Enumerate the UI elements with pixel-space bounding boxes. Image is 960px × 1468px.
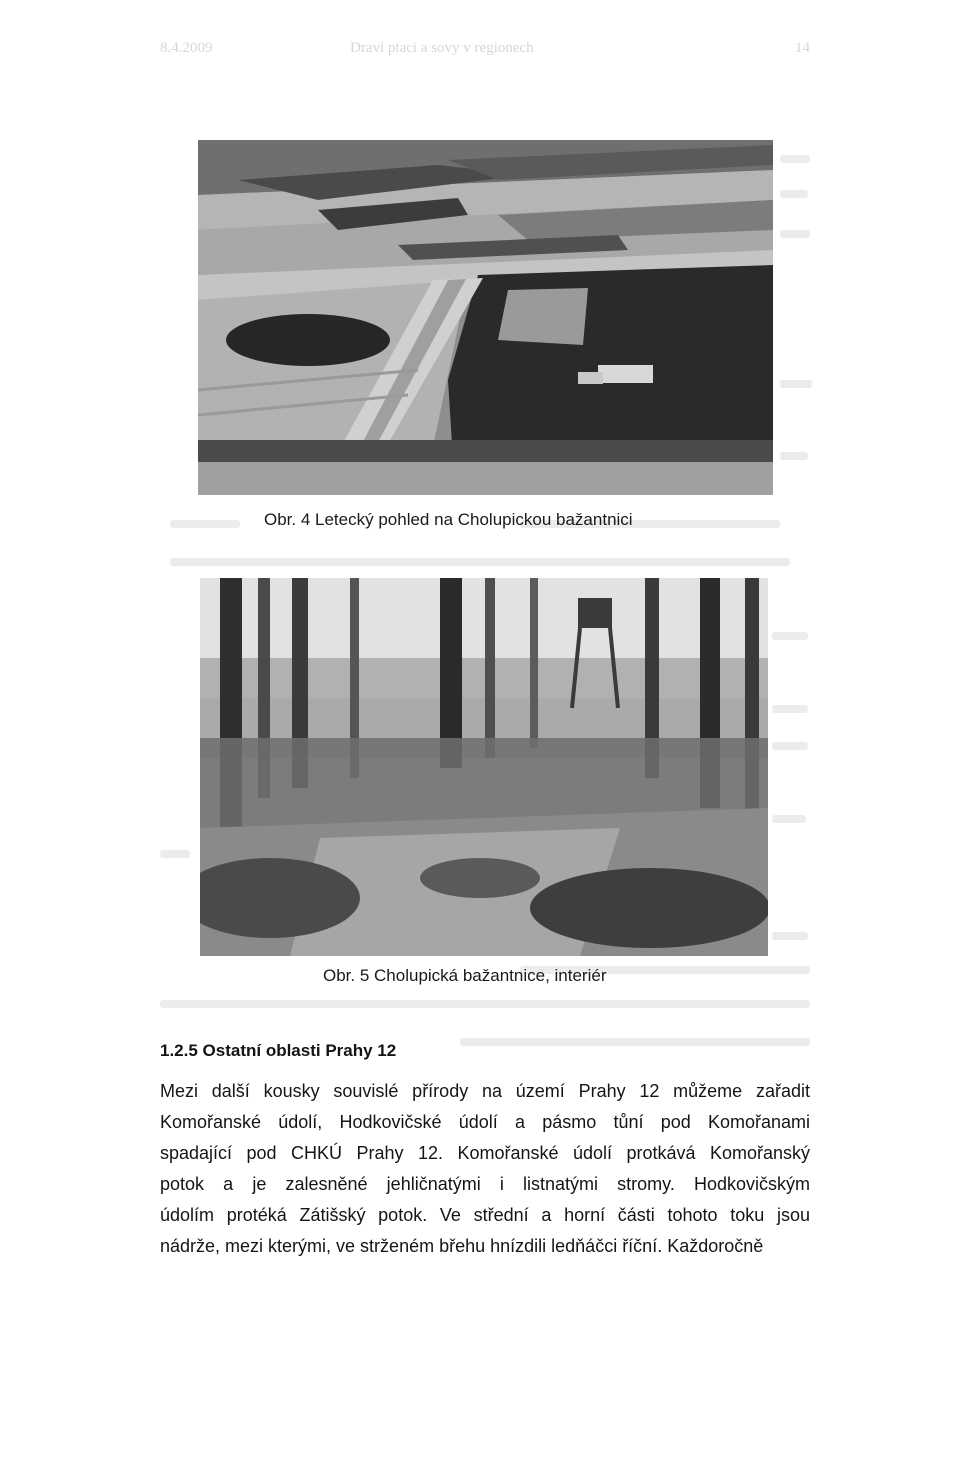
bleed-through-mark (780, 380, 812, 388)
aerial-photo (198, 140, 773, 495)
header-page-number: 14 (795, 40, 810, 56)
section-heading: 1.2.5 Ostatní oblasti Prahy 12 (160, 1041, 397, 1060)
figure-4-caption: Obr. 4 Letecký pohled na Cholupickou bažantnici (264, 510, 633, 529)
bleed-through-mark (780, 452, 808, 460)
bleed-through-mark (772, 815, 806, 823)
bleed-through-mark (460, 1038, 810, 1046)
header-date: 8.4.2009 (160, 40, 213, 56)
bleed-through-mark (780, 190, 808, 198)
header-title: Dravi ptaci a sovy v regionech (350, 40, 534, 56)
paragraph-line: Mezi další kousky souvislé přírody na území Prahy 12 můžeme zařadit (160, 1081, 810, 1101)
paragraph-line: spadající pod CHKÚ Prahy 12. Komořanské údolí protkává Komořanský (160, 1143, 810, 1163)
bleed-through-mark (772, 742, 808, 750)
aerial-photo-image (198, 140, 773, 495)
section-body-paragraph (160, 1076, 810, 1262)
forest-photo (200, 578, 768, 956)
figure-5-caption: Obr. 5 Cholupická bažantnice, interiér (323, 966, 607, 985)
bleed-through-mark (780, 230, 810, 238)
faded-page-header (160, 40, 810, 62)
bleed-through-mark (772, 632, 808, 640)
bleed-through-mark (780, 155, 810, 163)
paragraph-line: nádrže, mezi kterými, ve strženém břehu hnízdili ledňáčci říční. Každoročně (160, 1236, 764, 1256)
bleed-through-mark (160, 850, 190, 858)
bleed-through-mark (170, 520, 240, 528)
bleed-through-mark (772, 705, 808, 713)
paragraph-line: Komořanské údolí, Hodkovičské údolí a pásmo tůní pod Komořanami (160, 1112, 810, 1132)
paragraph-line: potok a je zalesněné jehličnatými i listnatými stromy. Hodkovičským (160, 1174, 810, 1194)
bleed-through-mark (772, 932, 808, 940)
paragraph-line: údolím protéká Zátišský potok. Ve střední a horní části tohoto toku jsou (160, 1205, 810, 1225)
bleed-through-mark (170, 558, 790, 566)
bleed-through-mark (160, 1000, 810, 1008)
forest-photo-image (200, 578, 768, 956)
